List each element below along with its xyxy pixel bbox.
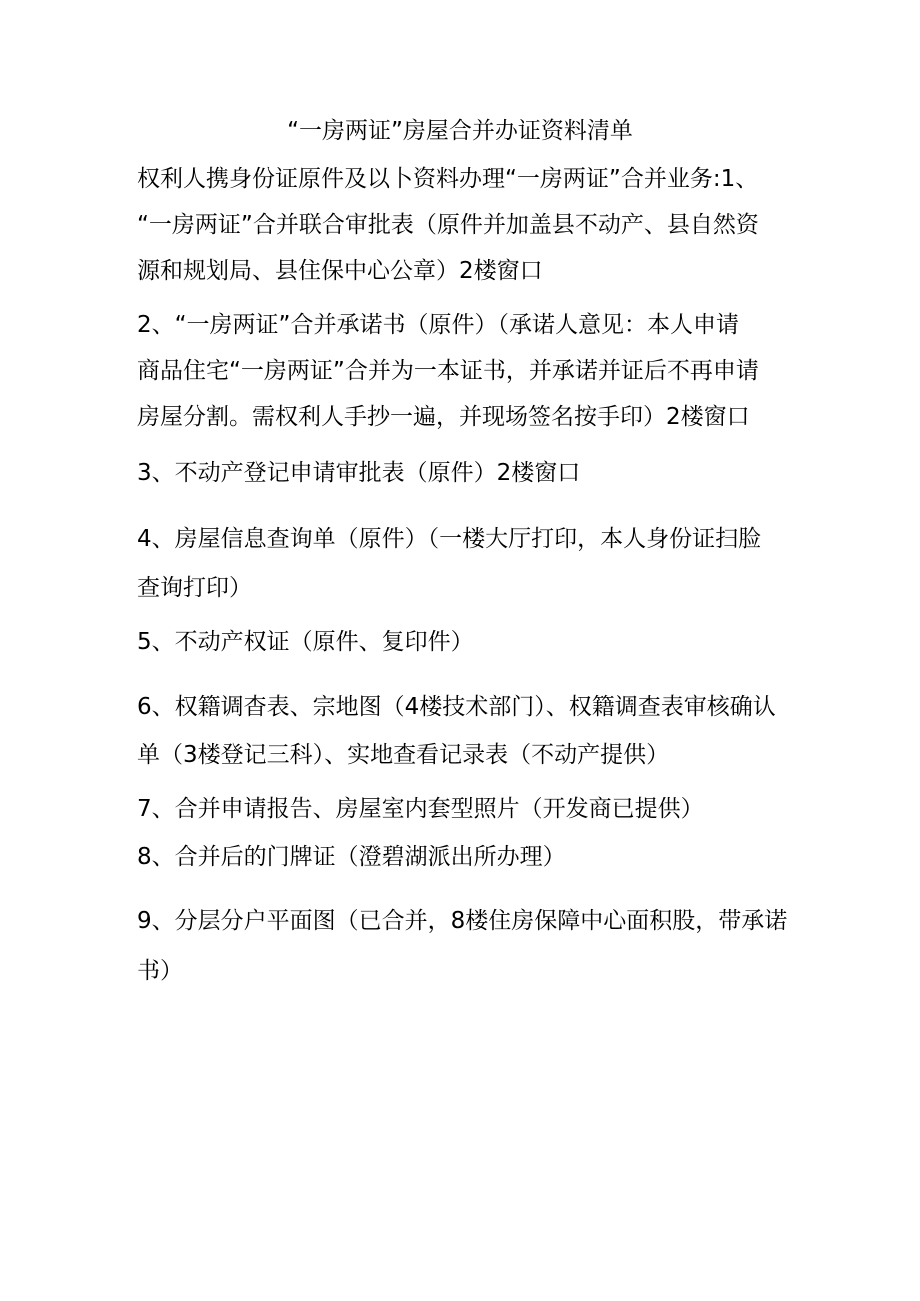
item-8: 8、合并后的门牌证（澄碧湖派出所办理） [137,844,566,870]
item-9-line-1: 9、分层分户平面图（已合并，8楼住房保障中心面积股，带承诺 [137,908,788,934]
item-3: 3、不动产登记申请审批表（原件）2楼窗口 [137,460,581,486]
intro-line-2: “一房两证”合并联合审批表（原件并加盖县不动产、县自然资 [137,212,759,238]
item-6-line-2: 单（3楼登记三科）、实地查看记录表（不动产提供） [137,742,670,768]
item-2-line-1: 2、“一房两证”合并承诺书（原件）（承诺人意见：本人申请 [137,312,739,338]
item-9-line-2: 书） [137,958,183,984]
item-4-line-1: 4、房屋信息查询单（原件）（一楼大厅打印，本人身份证扫脸 [137,526,762,552]
item-2-line-3: 房屋分割。需权利人手抄一遍，并现场签名按手印）2楼窗口 [137,404,750,430]
intro-line-1: 权利人携身份证原件及以卜资料办理“一房两证”合并业务:1、 [137,166,759,192]
item-6-line-1: 6、权籍调杳表、宗地图（4楼技术部门）、权籍调查表审核确认 [137,694,776,720]
document-title: “一房两证”房屋合并办证资料清单 [287,118,633,144]
intro-line-3: 源和规划局、县住保中心公章）2楼窗口 [137,258,543,284]
item-5: 5、不动产权证（原件、复印件） [137,629,474,655]
item-7: 7、合并申请报告、房屋室内套型照片（开发商已提供） [137,796,704,822]
item-2-line-2: 商品住宅“一房两证”合并为一本证书，并承诺并证后不再申请 [137,358,759,384]
item-4-line-2: 查询打印） [137,575,252,601]
